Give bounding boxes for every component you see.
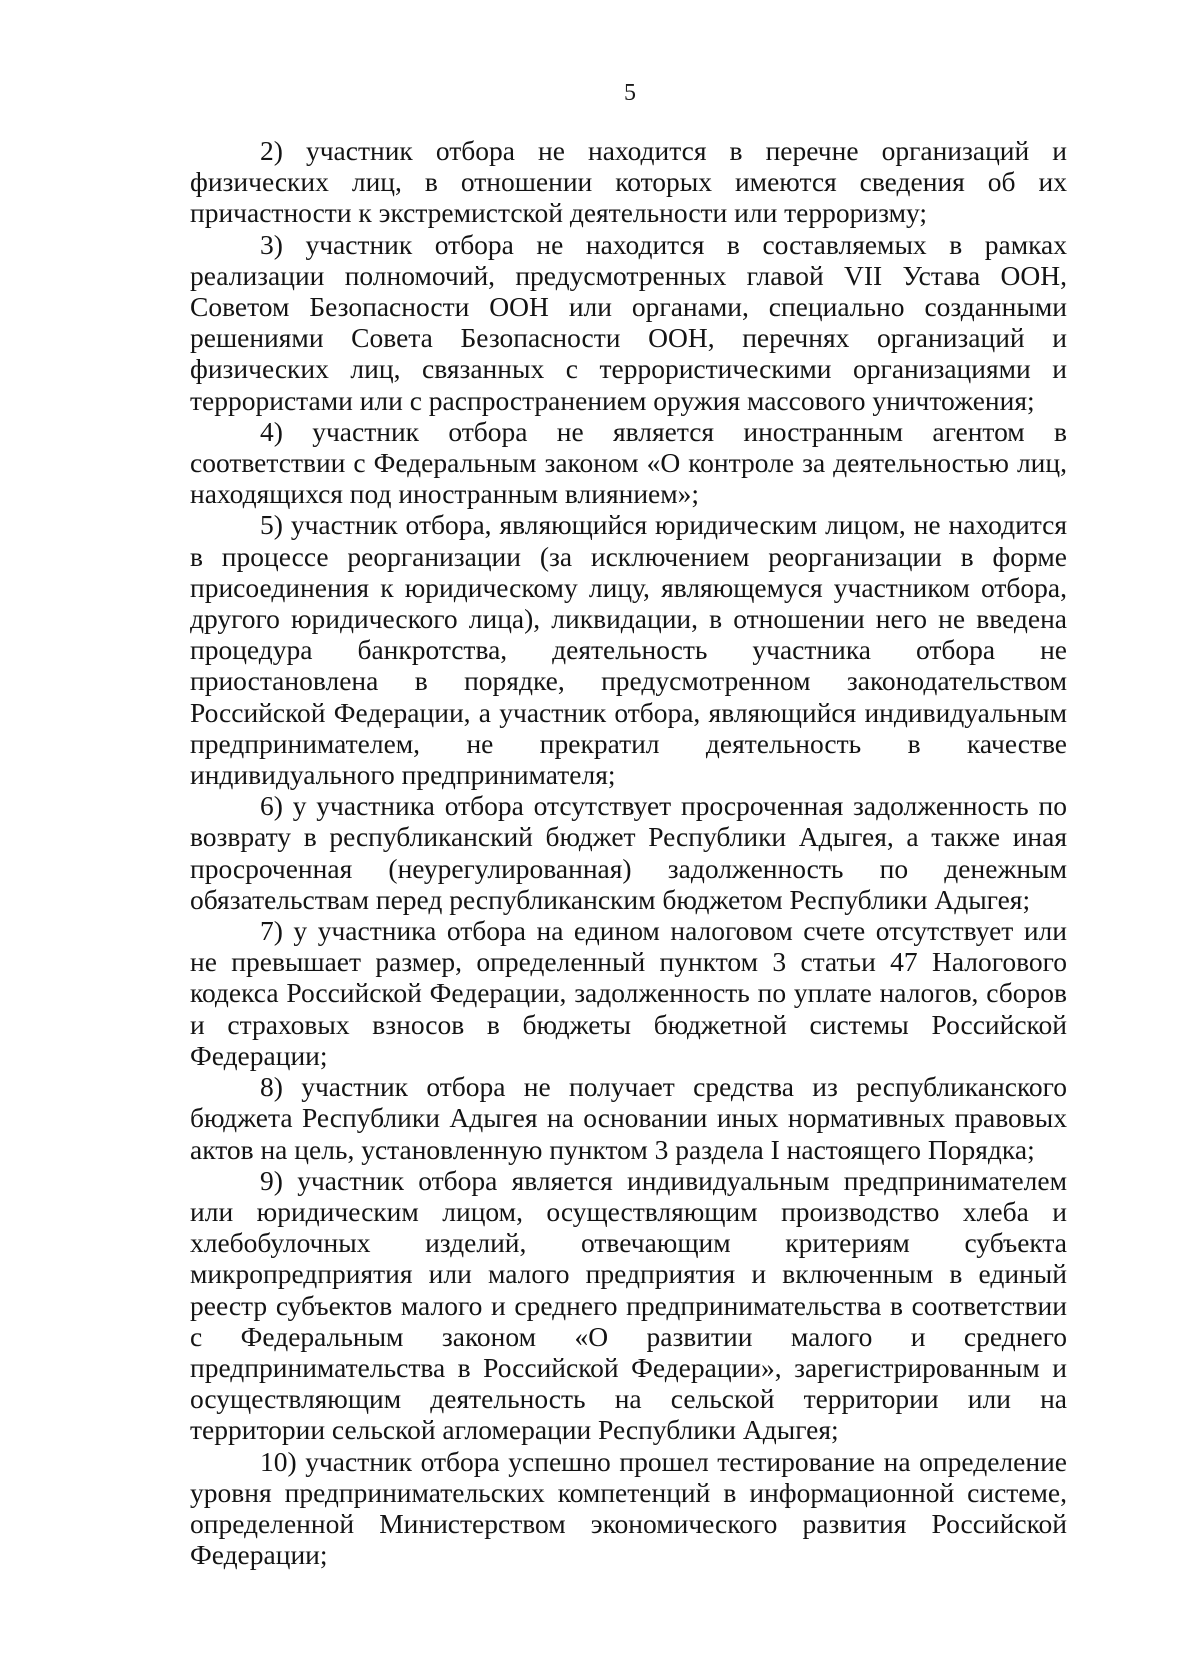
paragraph-item-2: 2) участник отбора не находится в перечне организаций и физических лиц, в отношении которых имеются сведения об их причастности к экстремистской деятельности или терроризму; xyxy=(190,135,1067,229)
paragraph-item-7: 7) у участника отбора на едином налоговом счете отсутствует или не превышает размер, определенный пунктом 3 статьи 47 Налогового кодекса Российской Федерации, задолженность по уплате налогов, сборов и страховых взносов в бюджеты бюджетной системы Российской Федерации; xyxy=(190,915,1067,1071)
paragraph-item-9: 9) участник отбора является индивидуальным предпринимателем или юридическим лицом, осуществляющим производство хлеба и хлебобулочных изделий, отвечающим критериям субъекта микропредприятия или малого предприятия и включенным в единый реестр субъектов малого и среднего предпринимательства в соответствии с Федеральным законом «О развитии малого и среднего предпринимательства в Российской Федерации», зарегистрированным и осуществляющим деятельность на сельской территории или на территории сельской агломерации Республики Адыгея; xyxy=(190,1164,1067,1446)
paragraph-item-10: 10) участник отбора успешно прошел тестирование на определение уровня предпринимательских компетенций в информационной системе, определенной Министерством экономического развития Российской Федерации; xyxy=(190,1445,1067,1571)
paragraph-item-5: 5) участник отбора, являющийся юридическим лицом, не находится в процессе реорганизации (за исключением реорганизации в форме присоединения к юридическому лицу, являющемуся участником отбора, другого юридического лица), ликвидации, в отношении него не введена процедура банкротства, деятельность участника отбора не приостановлена в порядке, предусмотренном законодательством Российской Федерации, а участник отбора, являющийся индивидуальным предпринимателем, не прекратил деятельность в качестве индивидуального предпринимателя; xyxy=(190,509,1067,791)
document-body xyxy=(190,135,1067,1570)
paragraph-item-6: 6) у участника отбора отсутствует просроченная задолженность по возврату в республиканский бюджет Республики Адыгея, а также иная просроченная (неурегулированная) задолженность по денежным обязательствам перед республиканским бюджетом Республики Адыгея; xyxy=(190,790,1067,915)
paragraph-item-3: 3) участник отбора не находится в составляемых в рамках реализации полномочий, предусмотренных главой VII Устава ООН, Советом Безопасности ООН или органами, специально созданными решениями Совета Безопасности ООН, перечнях организаций и физических лиц, связанных с террористическими организациями и террористами или с распространением оружия массового уничтожения; xyxy=(190,228,1067,416)
paragraph-item-8: 8) участник отбора не получает средства из республиканского бюджета Республики Адыгея на основании иных нормативных правовых актов на цель, установленную пунктом 3 раздела I настоящего Порядка; xyxy=(190,1071,1067,1165)
page-number: 5 xyxy=(624,80,636,106)
paragraph-item-4: 4) участник отбора не является иностранным агентом в соответствии с Федеральным законом «О контроле за деятельностью лиц, находящихся под иностранным влиянием»; xyxy=(190,415,1067,510)
